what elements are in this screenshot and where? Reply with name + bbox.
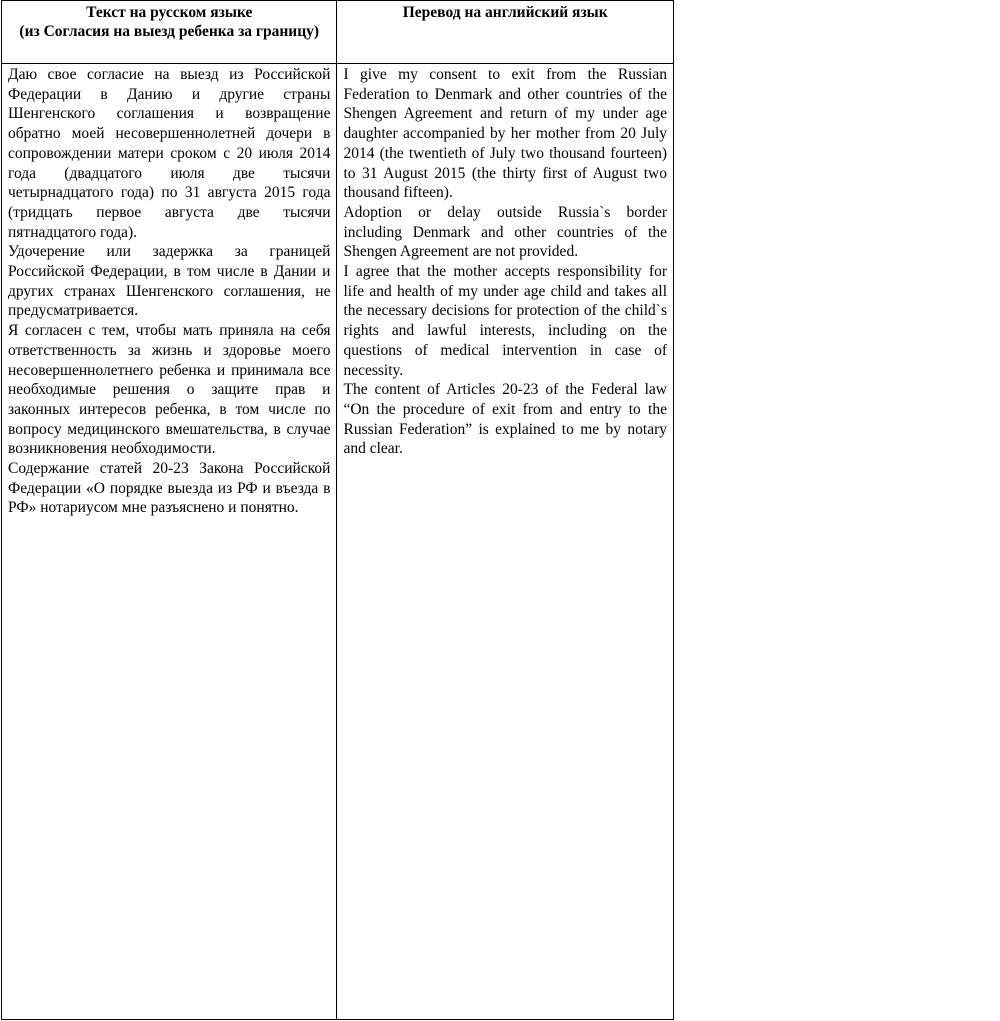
english-header-title: Перевод на английский язык: [402, 4, 608, 21]
english-text-cell: [337, 64, 674, 1020]
header-row: [2, 1, 674, 64]
body-row: [2, 64, 674, 1020]
english-paragraph-responsibility: I agree that the mother accepts responsibility for life and health of my under age child and takes all the necessary decisions for protection of the child`s rights and lawful interests, including on the questions of medical intervention in case of necessity.: [343, 263, 667, 379]
russian-header-cell: [2, 1, 337, 64]
russian-paragraph-consent: Даю свое согласие на выезд из Российской Федерации в Данию и другие страны Шенгенского соглашения и возвращение обратно моей несовершеннолетней дочери в сопровождении матери сроком с 20 июля 2014 года (двадцатого июля две тысячи четырнадцатого года) по 31 августа 2015 года (тридцать первое августа две тысячи пятнадцатого года).: [8, 66, 331, 241]
english-header-cell: [337, 1, 674, 64]
translation-table: [1, 0, 674, 1020]
russian-paragraph-adoption: Удочерение или задержка за границей Российской Федерации, в том числе в Дании и других странах Шенгенского соглашения, не предусматривается.: [8, 243, 331, 320]
russian-header-subtitle: (из Согласия на выезд ребенка за границу): [19, 23, 320, 40]
english-paragraph-law: The content of Articles 20-23 of the Federal law “On the procedure of exit from and entry to the Russian Federation” is explained to me by notary and clear.: [343, 381, 667, 458]
russian-paragraph-responsibility: Я согласен с тем, чтобы мать приняла на себя ответственность за жизнь и здоровье моего несовершеннолетнего ребенка и принимала все необходимые решения о защите прав и законных интересов ребенка, в том числе по вопросу медицинского вмешательства, в случае возникновения необходимости.: [8, 322, 331, 458]
english-paragraph-adoption: Adoption or delay outside Russia`s border including Denmark and other countries of the Shengen Agreement are not provided.: [343, 203, 667, 261]
russian-header-title: Текст на русском языке: [86, 4, 253, 21]
russian-text-cell: [2, 64, 337, 1020]
english-paragraph-consent: I give my consent to exit from the Russian Federation to Denmark and other countries of the Shengen Agreement and return of my under age daughter accompanied by her mother from 20 July 2014 (the twentieth of July two thousand fourteen) to 31 August 2015 (the thirty first of August two thousand fifteen).: [343, 66, 667, 202]
russian-paragraph-law: Содержание статей 20-23 Закона Российской Федерации «О порядке выезда из РФ и въезда в РФ» нотариусом мне разъяснено и понятно.: [8, 460, 331, 517]
